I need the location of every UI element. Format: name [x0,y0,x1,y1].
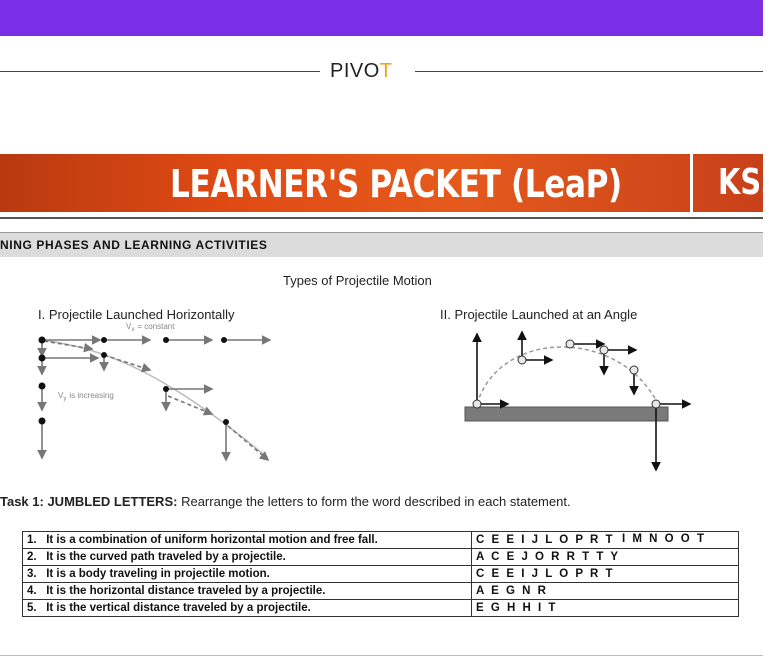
jumbled-letters: C E E I J L O P R T [476,568,615,580]
jumbled-letters: A C E J O R R T T Y [476,551,621,563]
jumbled-letters: E G H H I T [476,602,558,614]
banner-code: KS3 [718,162,781,203]
jumbled-letters: C E E I J L O P R T [476,534,615,546]
logo-row [0,58,763,88]
logo-rule-left [0,71,320,72]
section-title: NING PHASES AND LEARNING ACTIVITIES [0,238,268,252]
statement-text: It is a body traveling in projectile motion. [46,568,270,580]
statement-text: It is a combination of uniform horizontal motion and free fall. [46,534,378,546]
letters-cell [472,549,739,566]
velocity-arrows [42,340,270,460]
statement-cell [23,532,472,549]
letters-cell [472,566,739,583]
section-band [0,232,763,257]
task-text: Rearrange the letters to form the word described in each statement. [181,494,571,509]
banner-title: LEARNER'S PACKET (LeaP) [170,162,622,206]
statement-cell [23,549,472,566]
task-label: Task 1: JUMBLED LETTERS: [0,494,178,509]
top-bar [0,0,763,36]
statement-text: It is the horizontal distance traveled by a projectile. [46,585,326,597]
dashed-velocity-arrows [44,341,268,460]
horizontal-caption: I. Projectile Launched Horizontally [38,307,235,322]
letters-cell [472,583,739,600]
parabolic-trajectory [477,347,658,404]
section-rule [0,217,763,219]
vx-label: $V_x$ = constant [126,322,175,333]
angle-caption: II. Projectile Launched at an Angle [440,307,638,322]
projectile-diagram [0,318,763,478]
pivot-logo [330,60,393,83]
banner-divider [690,154,693,212]
table-row [23,549,739,566]
row-number: 5. [27,602,37,614]
ground [465,407,668,421]
statement-cell [23,600,472,617]
letters-cell [472,600,739,617]
vy-label: $V_y$ is increasing [58,391,114,402]
task-instruction [0,494,571,509]
statement-text: It is the curved path traveled by a projectile. [46,551,286,563]
row-number: 3. [27,568,37,580]
diagram-title: Types of Projectile Motion [283,273,432,288]
statement-cell [23,566,472,583]
jumbled-letters: A E G N R [476,585,548,597]
bottom-rule [0,655,763,656]
logo-text: PIVO [330,60,380,82]
row-number: 4. [27,585,37,597]
logo-accent: T [379,60,393,82]
horizontal-launch-diagram [39,322,271,460]
logo-rule-right [415,71,763,72]
statement-cell [23,583,472,600]
letters-cell [472,532,739,549]
table-row [23,532,739,549]
table-row [23,583,739,600]
table-row [23,566,739,583]
jumbled-letters-table [22,531,739,617]
row-number: 2. [27,551,37,563]
statement-text: It is the vertical distance traveled by a projectile. [46,602,311,614]
leap-banner [0,154,781,212]
angle-launch-diagram [465,332,690,470]
row-number: 1. [27,534,37,546]
table-row [23,600,739,617]
extra-letters: I M N O O T [622,533,706,545]
projectile-dots [39,337,230,426]
